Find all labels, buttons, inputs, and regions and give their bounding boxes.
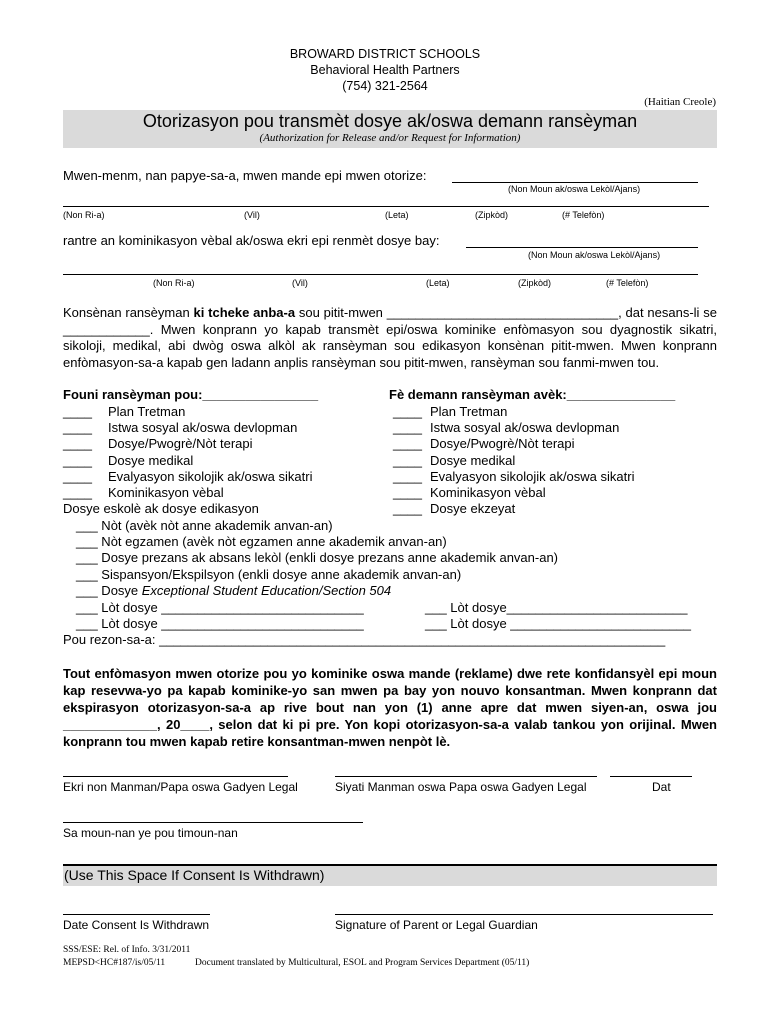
request-checkbox[interactable]: ____ [393,420,422,435]
release-to-text: rantre an kominikasyon vèbal ak/oswa ekri epi renmèt dosye bay: [63,233,440,248]
ese-prefix: ___ Dosye [76,583,142,598]
request-item: Evalyasyon sikolojik ak/oswa sikatri [430,469,635,484]
ese-label: Exceptional Student Education/Section 504 [141,583,392,598]
purpose-line[interactable]: Pou rezon-sa-a: ______________________________________________________________________ [63,632,666,647]
language-label: (Haitian Creole) [644,96,716,108]
city-label: (Vil) [244,210,260,220]
request-item: Plan Tretman [430,404,508,419]
other-record-right-2[interactable]: ___ Lòt dosye _________________________ [425,616,692,631]
city-label-2: (Vil) [292,278,308,288]
state-label-2: (Leta) [426,278,450,288]
printed-name-line[interactable] [63,776,288,777]
footer-translation-note: Document translated by Multicultural, ESOL and Program Services Department (05/11) [195,958,530,968]
phone-label: (# Telefòn) [562,210,605,220]
provide-checkbox[interactable]: ____ [63,420,92,435]
confidentiality-paragraph: Tout enfòmasyon mwen otorize pou yo kominike oswa mande (reklame) dwe rete konfidansyèl epi moun kap resevwa-yo pa kapab kominike-yo san mwen pa bay yon nouvo konsantman. Mwen konprann dat ekspirasyon otorizasyon-sa-a ap rive bout nan yon (1) anne apre dat mwen siyen-an, oswa jou _____________, 20____, selon dat ki pi pre. Yon kopi otorizasyon-sa-a valab tankou yon orijinal. Mwen konprann tou mwen kapab retire konsantman-mwen nenpòt lè. [63,666,717,749]
request-checkbox[interactable]: ____ [393,436,422,451]
street-label-2: (Non Ri-a) [153,278,195,288]
other-record-left-2[interactable]: ___ Lòt dosye ____________________________ [76,616,364,631]
other-record-left-1[interactable]: ___ Lòt dosye ____________________________ [76,600,364,615]
request-item: Kominikasyon vèbal [430,485,546,500]
provide-item: Plan Tretman [108,404,186,419]
relationship-label: Sa moun-nan ye pou timoun-nan [63,826,238,840]
state-label: (Leta) [385,210,409,220]
printed-name-label: Ekri non Manman/Papa oswa Gadyen Legal [63,780,298,794]
consent-paragraph [63,305,717,371]
withdrawn-date-label: Date Consent Is Withdrawn [63,918,210,932]
request-checkbox[interactable]: ____ [393,404,422,419]
department-name: Behavioral Health Partners [310,63,460,77]
request-checkbox[interactable]: ____ [393,453,422,468]
org-name: BROWARD DISTRICT SCHOOLS [289,47,481,61]
page-subtitle: (Authorization for Release and/or Request for Information) [259,132,521,144]
provide-heading: Founi ransèyman pou:________________ [63,387,319,402]
school-record-ese[interactable] [76,583,391,598]
other-record-right-1[interactable]: ___ Lòt dosye_________________________ [425,600,688,615]
provide-checkbox[interactable]: ____ [63,404,92,419]
school-record-attendance[interactable]: ___ Dosye prezans ak absans lekòl (enkli dosye prezans anne akademik anvan-an) [76,550,559,565]
footer-code: MEPSD<HC#187/is/05/11 [63,958,166,968]
provide-item: Evalyasyon sikolojik ak/oswa sikatri [108,469,313,484]
parent-signature-label: Siyati Manman oswa Papa oswa Gadyen Legal [335,780,587,794]
request-heading: Fè demann ransèyman avèk:_______________ [389,387,676,402]
footer-form-id: SSS/ESE: Rel. of Info. 3/31/2011 [63,945,191,955]
school-record-grades[interactable]: ___ Nòt (avèk nòt anne akademik anvan-an) [76,518,333,533]
withdrawn-heading: (Use This Space If Consent Is Withdrawn) [64,867,325,883]
phone-label-2: (# Telefòn) [606,278,649,288]
provide-checkbox[interactable]: ____ [63,469,92,484]
request-checkbox[interactable]: ____ [393,501,422,516]
provide-checkbox[interactable]: ____ [63,436,92,451]
authorize-name-hint: (Non Moun ak/oswa Lekòl/Ajans) [508,184,641,194]
provide-item: Dosye medikal [108,453,194,468]
request-item: Dosye medikal [430,453,516,468]
request-checkbox[interactable]: ____ [393,485,422,500]
date-line[interactable] [610,776,692,777]
withdrawn-signature-line[interactable] [335,914,713,915]
provide-item: Istwa sosyal ak/oswa devlopman [108,420,298,435]
date-label: Dat [652,780,671,794]
relationship-line[interactable] [63,822,363,823]
zip-label: (Zipkòd) [475,210,509,220]
zip-label-2: (Zipkòd) [518,278,552,288]
release-name-hint: (Non Moun ak/oswa Lekòl/Ajans) [528,250,661,260]
release-address-line[interactable] [63,274,698,275]
authorize-text: Mwen-menm, nan papye-sa-a, mwen mande epi mwen otorize: [63,168,427,183]
page-title: Otorizasyon pou transmèt dosye ak/oswa demann ransèyman [142,111,638,131]
request-item: Istwa sosyal ak/oswa devlopman [430,420,620,435]
parent-signature-line[interactable] [335,776,597,777]
authorize-name-line[interactable] [452,182,698,183]
school-records-heading: Dosye eskolè ak dosye edikasyon [63,501,259,516]
provide-checkbox[interactable]: ____ [63,453,92,468]
phone-number: (754) 321-2564 [342,79,428,93]
provide-item: Kominikasyon vèbal [108,485,224,500]
request-item: Dosye/Pwogrè/Nòt terapi [430,436,575,451]
withdrawn-date-line[interactable] [63,914,210,915]
school-record-suspension[interactable]: ___ Sispansyon/Ekspilsyon (enkli dosye anne akademik anvan-an) [76,567,462,582]
authorize-address-line[interactable] [63,206,709,207]
request-item: Dosye ekzeyat [430,501,516,516]
provide-checkbox[interactable]: ____ [63,485,92,500]
withdrawn-signature-label: Signature of Parent or Legal Guardian [335,918,538,932]
release-name-line[interactable] [466,247,698,248]
school-record-tests[interactable]: ___ Nòt egzamen (avèk nòt egzamen anne akademik anvan-an) [76,534,447,549]
consent-text-c: sou pitit-mwen ________________________________, dat nesans-li se ____________. Mwen konprann yo kapab transmèt epi/oswa kominike enfòmasyon sou dyagnostik sikatri, sikoloji, medikal, abi dwòg oswa alkòl ak ransèyman sou edikasyon konsènan pitit-mwen. Mwen konprann enfòmasyon-sa-a kapab gen ladann anplis ransèyman sou pitit-mwen, ransèyman sou fanmi-mwen tou. [63,305,717,370]
request-checkbox[interactable]: ____ [393,469,422,484]
provide-item: Dosye/Pwogrè/Nòt terapi [108,436,253,451]
consent-text-a: Konsènan ransèyman [63,305,194,320]
consent-text-bold: ki tcheke anba-a [193,305,296,320]
street-label: (Non Ri-a) [63,210,105,220]
